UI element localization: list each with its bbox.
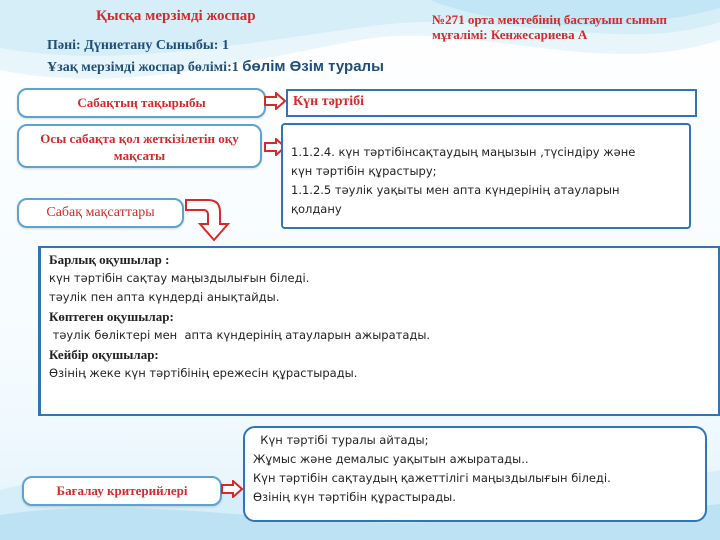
goal-line: күн тәртібін сақтау маңыздылығын біледі. [49,271,310,285]
goal-line: Барлық оқушылар : [49,252,170,267]
learning-objectives-label [17,124,262,168]
lesson-topic-label-text: Сабақтың тақырыбы [77,95,206,110]
assessment-line: Жұмыс және демалыс уақытын ажыратады.. [253,452,529,466]
objective-line: қолдану [291,202,342,216]
lesson-topic-value-box [286,89,697,117]
plan-title: Қысқа мерзімді жоспар [96,8,256,24]
lesson-topic-value: Күн тәртібі [293,94,365,109]
objective-line: 1.1.2.4. күн тәртібінсақтаудың маңызын ,түсіндіру және [291,145,636,159]
author-info: №271 орта мектебінің бастауыш сынып мұғалімі: Кенжесариева А [432,12,667,42]
assessment-line: Өзінің күн тәртібін құрастырады. [253,490,456,504]
goal-line: Өзінің жеке күн тәртібінің ережесін құрастырады. [49,366,358,380]
assessment-line: Күн тәртібін сақтаудың қажеттілігі маңыздылығын біледі. [253,471,611,485]
objective-line: 1.1.2.5 тәулік уақыты мен апта күндерінің атауларын [291,183,620,197]
lesson-topic-label [17,88,266,118]
assessment-box [243,426,707,522]
subject-grade: Пәні: Дүниетану Сыныбы: 1 [47,38,229,53]
long-term-plan [47,58,384,76]
learning-objectives-box [281,123,691,229]
goal-line: Кейбір оқушылар: [49,347,159,362]
assessment-label-text: Бағалау критерийлері [56,483,188,498]
goal-line: Көптеген оқушылар: [49,309,174,324]
lesson-goals-label-text: Сабақ мақсаттары [46,205,155,220]
long-term-prefix: Ұзақ мерзімді жоспар бөлімі:1 [47,60,243,75]
lesson-goals-label [17,198,184,228]
right-arrow-icon [264,92,286,110]
learning-objectives-label-text: Осы сабақта қол жеткізілетін оқу мақсаты [40,131,239,163]
objective-line: күн тәртібін құрастыру; [291,164,437,178]
right-arrow-icon [221,480,243,498]
long-term-section: бөлім Өзім туралы [242,58,384,75]
goal-line: тәулік бөліктері мен апта күндерінің атауларын ажыратады. [49,328,431,342]
goal-line: тәулік пен апта күндерді анықтайды. [49,290,280,304]
assessment-line: Күн тәртібі туралы айтады; [253,433,429,447]
assessment-label [22,476,222,506]
bent-down-arrow-icon [184,196,232,242]
lesson-goals-box [38,246,720,416]
